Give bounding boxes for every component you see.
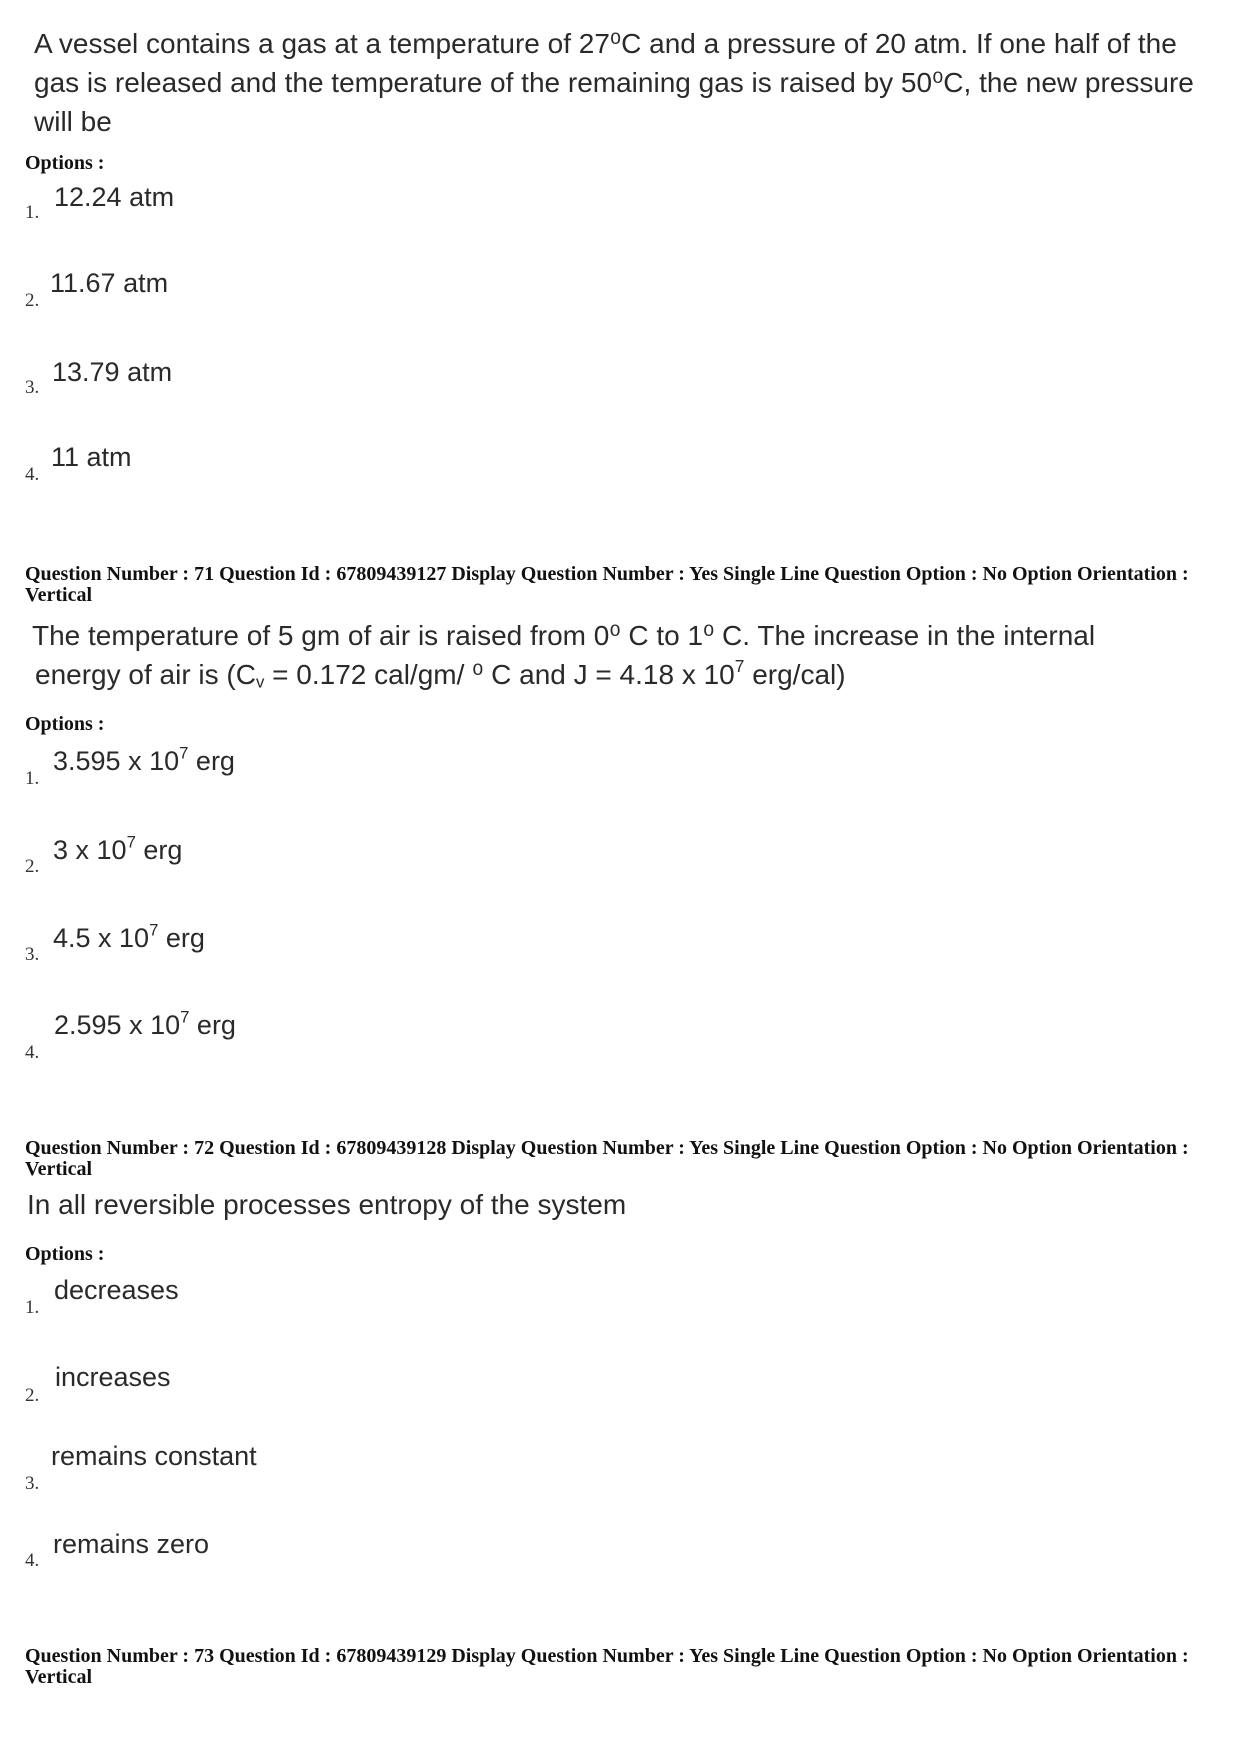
option-text[interactable]: 4.5 x $10^7$ erg xyxy=(53,920,205,953)
option-text[interactable]: 2.595 x $10^7$ erg xyxy=(54,1007,236,1040)
question-72-meta: Question Number : 72 Question Id : 67809439128 Display Question Number : Yes Single Line Question Option : No Option Orientation : Vertical xyxy=(25,1137,1189,1180)
question-71-text-line2: energy of air is ($C_v = 0.172$ cal/gm/ ⁰ C and J = 4.18 x $10^7$ erg/cal) xyxy=(35,655,846,692)
option-number: 2. xyxy=(25,290,40,311)
option-number: 2. xyxy=(25,1385,40,1406)
option-text[interactable]: remains zero xyxy=(53,1529,210,1559)
question-73-meta: Question Number : 73 Question Id : 67809439129 Display Question Number : Yes Single Line Question Option : No Option Orientation : Vertical xyxy=(25,1645,1189,1688)
option-text[interactable]: 3.595 x $10^7$ erg xyxy=(53,743,235,776)
option-text[interactable]: decreases xyxy=(54,1275,179,1305)
option-text[interactable]: 11 atm xyxy=(51,442,132,472)
option-text[interactable]: 12.24 atm xyxy=(54,182,175,212)
option-text[interactable]: 3 x $10^7$ erg xyxy=(53,832,183,865)
question-70-text: A vessel contains a gas at a temperature of 27⁰C and a pressure of 20 atm. If one half of the gas is released and the temperature of the remaining gas is raised by 50⁰C, the new pressure will be xyxy=(34,28,1194,137)
option-number: 1. xyxy=(25,768,40,789)
question-71-text-line1: The temperature of 5 gm of air is raised from 0⁰ C to 1⁰ C. The increase in the internal xyxy=(32,620,1096,651)
option-number: 4. xyxy=(25,464,40,485)
option-text[interactable]: increases xyxy=(55,1362,171,1392)
option-number: 3. xyxy=(25,377,40,398)
question-71-text xyxy=(32,616,1202,694)
options-label: Options : xyxy=(25,1243,105,1265)
option-number: 1. xyxy=(25,202,40,223)
options-label: Options : xyxy=(25,152,105,174)
options-label: Options : xyxy=(25,713,105,735)
option-text[interactable]: 11.67 atm xyxy=(50,268,169,298)
option-number: 4. xyxy=(25,1550,40,1571)
option-number: 4. xyxy=(25,1042,40,1063)
question-72-text: In all reversible processes entropy of the system xyxy=(27,1189,627,1220)
option-text[interactable]: remains constant xyxy=(51,1441,257,1471)
option-number: 2. xyxy=(25,856,40,877)
option-number: 3. xyxy=(25,1473,40,1494)
option-number: 3. xyxy=(25,944,40,965)
option-text[interactable]: 13.79 atm xyxy=(52,357,173,387)
option-number: 1. xyxy=(25,1297,40,1318)
question-71-meta: Question Number : 71 Question Id : 67809439127 Display Question Number : Yes Single Line Question Option : No Option Orientation : Vertical xyxy=(25,563,1189,606)
